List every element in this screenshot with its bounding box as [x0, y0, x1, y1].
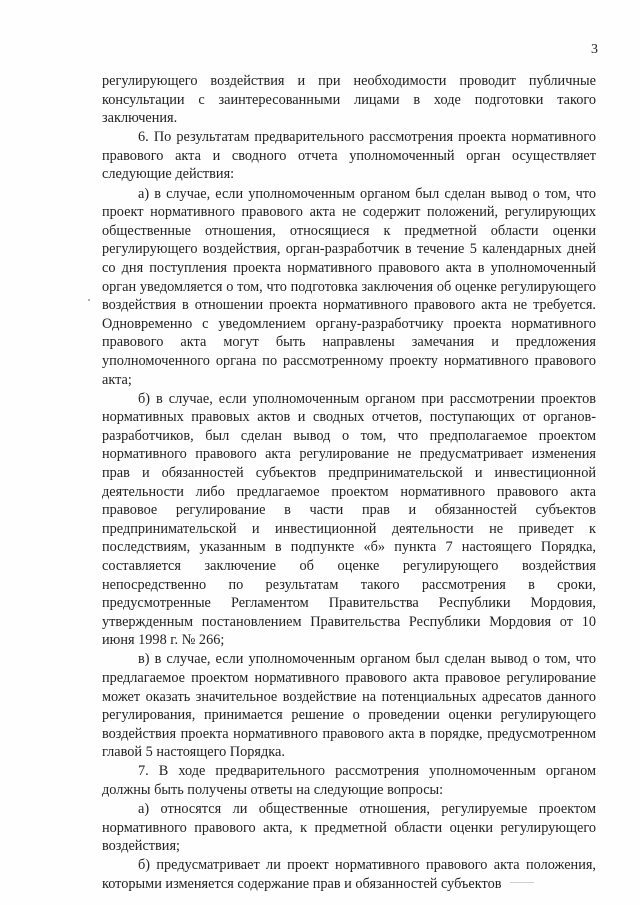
document-body	[102, 72, 596, 894]
scan-margin-dot	[88, 299, 90, 301]
paragraph-item-7a: а) относятся ли общественные отношения, регулируемые проектом нормативного правового акта, к предметной области оценки регулирующего воздействия;	[102, 801, 596, 855]
paragraph-item-7: 7. В ходе предварительного рассмотрения уполномоченным органом должны быть получены ответы на следующие вопросы:	[102, 763, 596, 799]
paragraph-item-6: 6. По результатам предварительного рассмотрения проекта нормативного правового акта и сводного отчета уполномоченный орган осуществляет следующие действия:	[102, 129, 596, 183]
paragraph-item-6b: б) в случае, если уполномоченным органом при рассмотрении проектов нормативных правовых актов и сводных отчетов, поступающих от органов-разработчиков, был сделан вывод о том, что предполагаемое проектом нормативного правового акта регулирование не предусматривает изменения прав и обязанностей субъектов предпринимательской и инвестиционной деятельности либо предлагаемое проектом нормативного правового акта правовое регулирование в части прав и обязанностей субъектов предпринимательской и инвестиционной деятельности не приведет к последствиям, указанным в подпункте «б» пункта 7 настоящего Порядка, составляется заключение об оценке регулирующего воздействия непосредственно по результатам такого рассмотрения в сроки, предусмотренные Регламентом Правительства Республики Мордовия, утвержденным постановлением Правительства Республики Мордовия от 10 июня 1998 г. № 266;	[102, 390, 596, 649]
paragraph-item-6v: в) в случае, если уполномоченным органом был сделан вывод о том, что предлагаемое проектом нормативного правового акта правовое регулирование может оказать значительное воздействие на потенциальных адресатов данного регулирования, принимается решение о проведении оценки регулирующего воздействия проекта нормативного правового акта в порядке, предусмотренном главой 5 настоящего Порядка.	[102, 651, 596, 761]
page-number: 3	[591, 42, 598, 57]
paragraph-item-6a: а) в случае, если уполномоченным органом был сделан вывод о том, что проект нормативного правового акта не содержит положений, регулирующих общественные отношения, относящиеся к предметной области оценки регулирующего воздействия, орган-разработчик в течение 5 календарных дней со дня поступления проекта нормативного правового акта в уполномоченный орган уведомляется о том, что подготовка заключения об оценке регулирующего воздействия в отношении проекта нормативного правового акта не требуется. Одновременно с уведомлением органу-разработчику проекта нормативного правового акта могут быть направлены замечания и предложения уполномоченного органа по рассмотренному проекту нормативного правового акта;	[102, 185, 596, 388]
paragraph-continuation: регулирующего воздействия и при необходимости проводит публичные консультации с заинтересованными лицами в ходе подготовки такого заключения.	[102, 73, 596, 127]
paragraph-item-7b: б) предусматривает ли проект нормативного правового акта положения, которыми изменяется содержание прав и обязанностей субъектов	[102, 857, 596, 893]
